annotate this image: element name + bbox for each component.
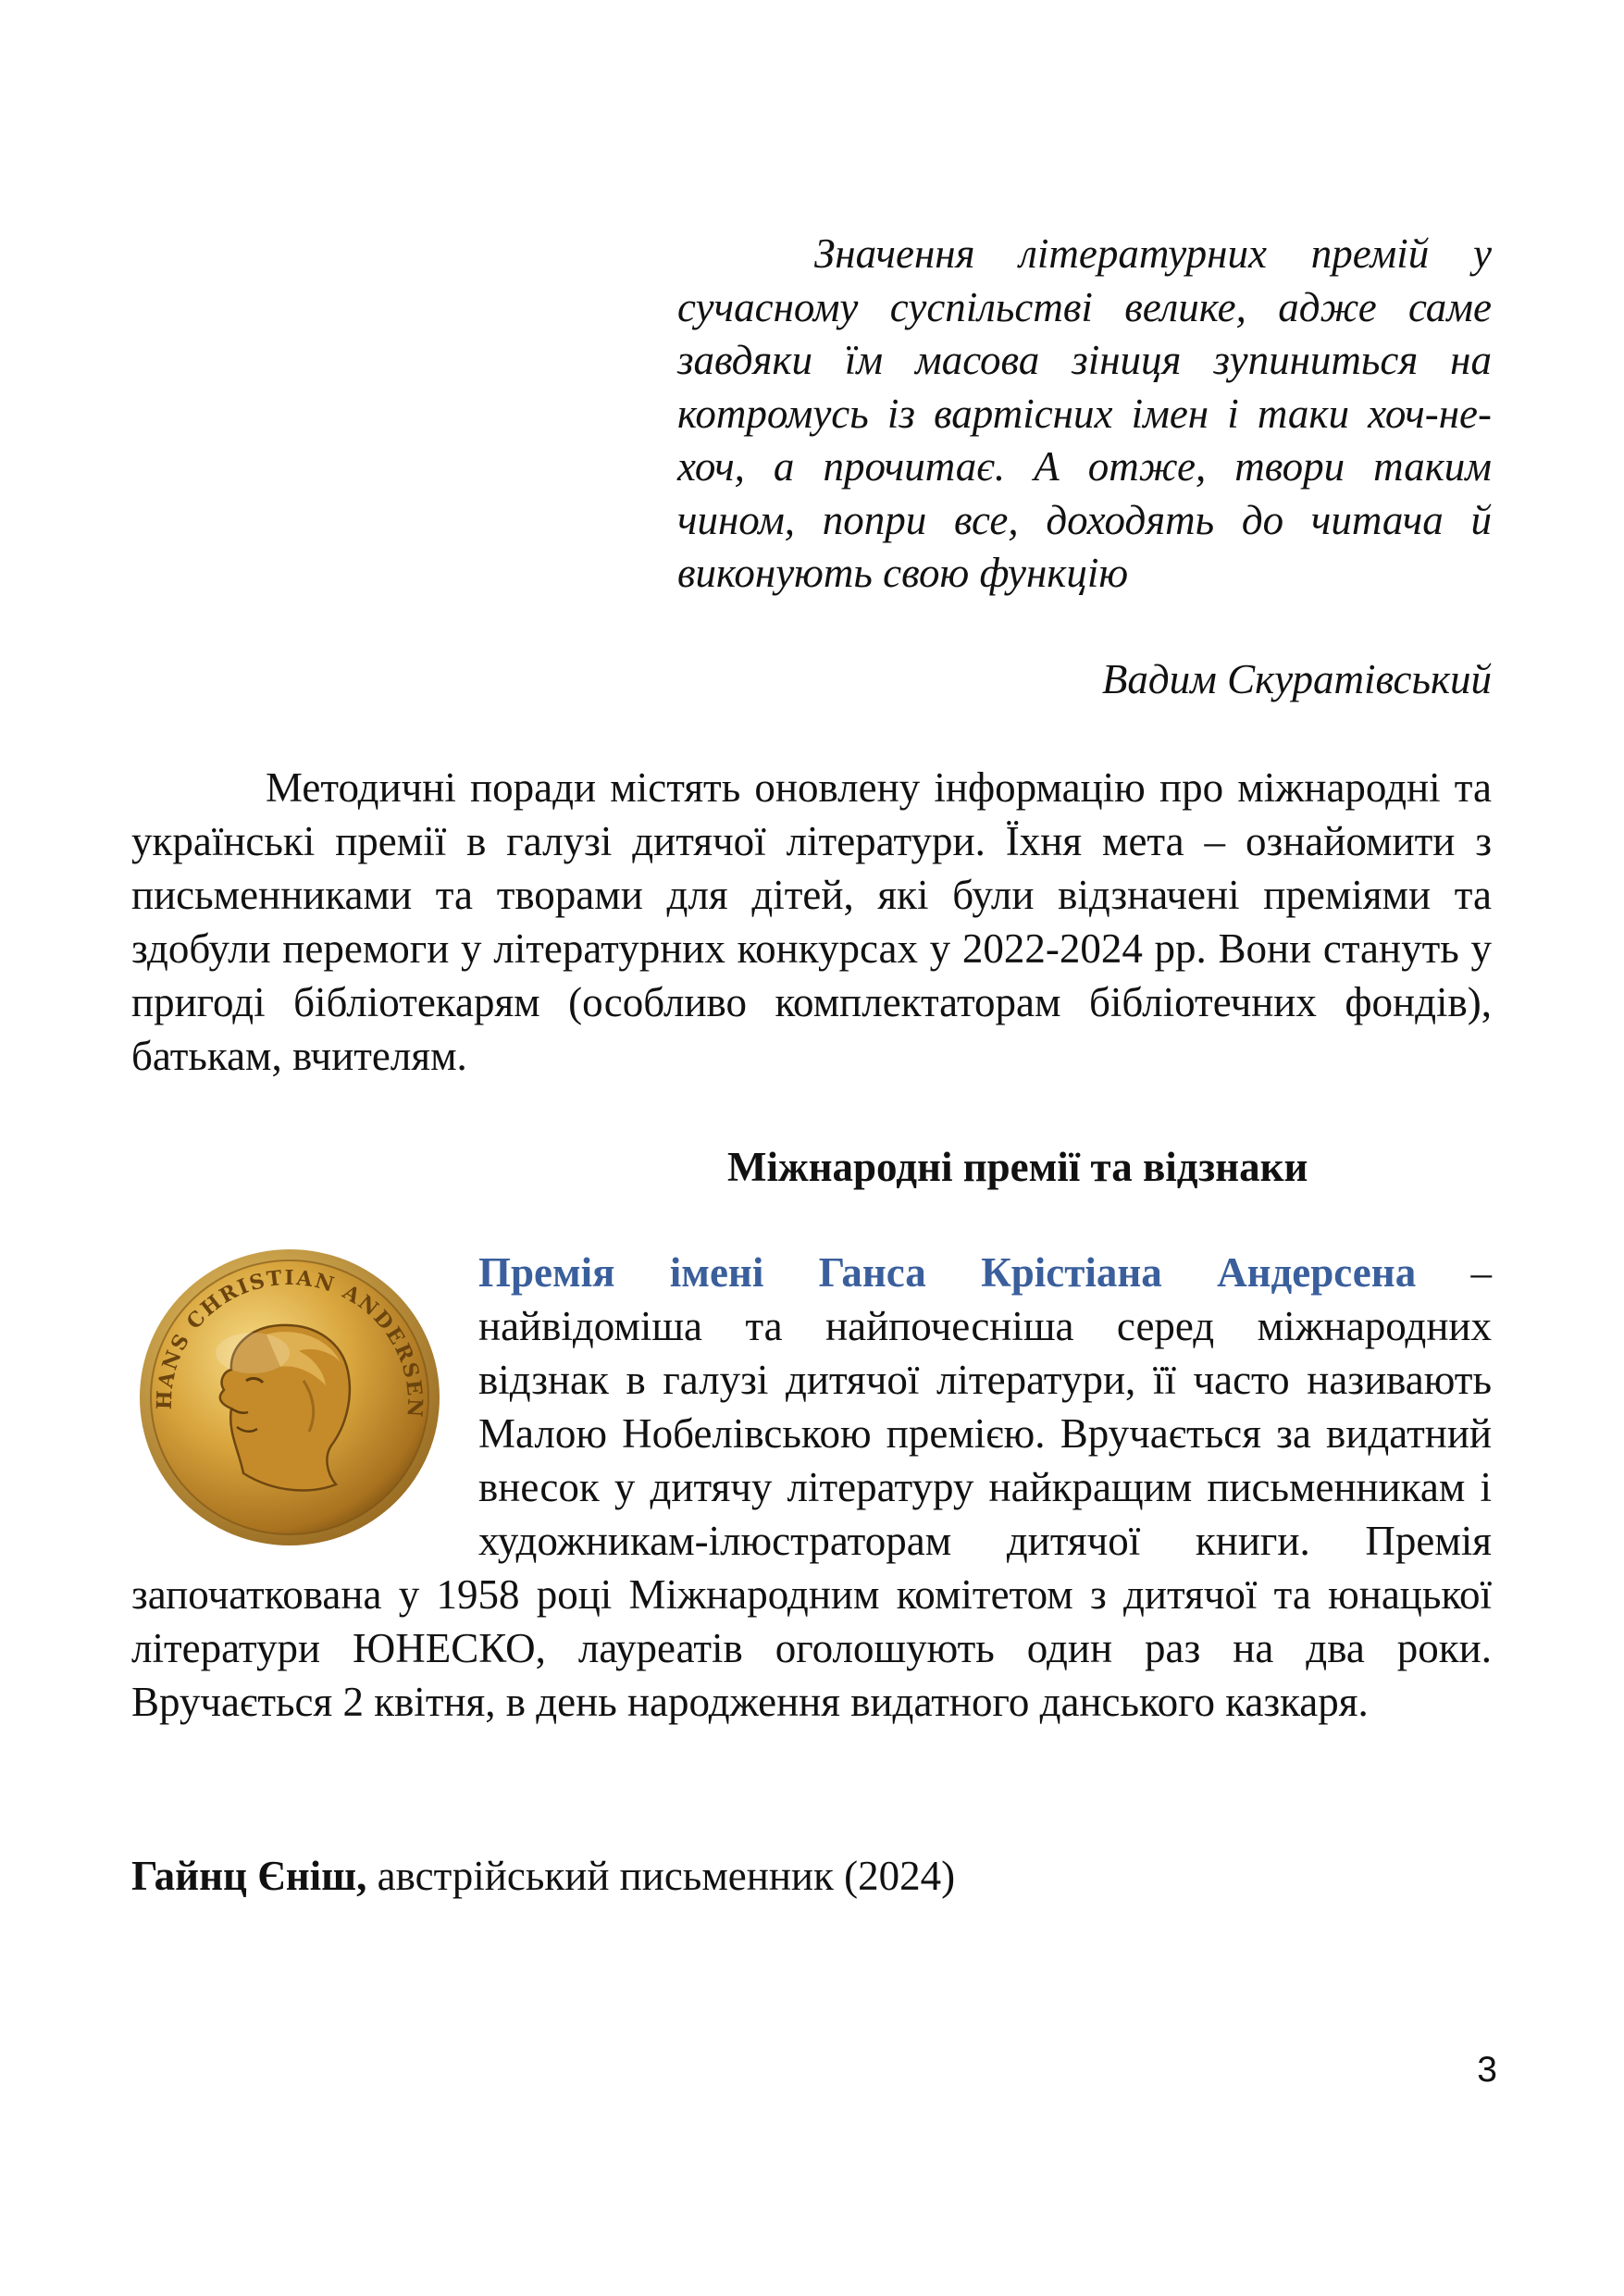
andersen-prize-paragraph — [131, 1246, 1492, 1729]
laureate-name: Гайнц Єніш, — [131, 1853, 367, 1899]
epigraph-author: Вадим Скуратівський — [1101, 656, 1492, 702]
svg-text:HANS CHRISTIAN ANDERSEN MEDAIL: HANS CHRISTIAN ANDERSEN — [152, 1265, 428, 1420]
section-heading: Міжнародні премії та відзнаки — [727, 1144, 1308, 1190]
laureate-entry — [131, 1849, 955, 1903]
laureate-description: австрійський письменник (2024) — [366, 1853, 956, 1899]
page-number: 3 — [1477, 2050, 1497, 2090]
prize-description: – найвідоміша та найпочесніша серед міжнародних відзнак в галузі дитячої літератури, її часто називають Малою Нобелівською премією. Вручається за видатний внесок у дитячу літературу найкращим письменникам і художникам-ілюстраторам дитячої книги. Премія започаткована у 1958 році Міжнародним комітетом з дитячої та юнацької літератури ЮНЕСКО, лауреатів оголошують один раз на два роки. Вручається 2 квітня, в день народження видатного данського казкаря. — [131, 1249, 1493, 1725]
medal-spacer — [131, 1246, 478, 1568]
prize-name: Премія імені Ганса Крістіана Андерсена — [478, 1249, 1417, 1296]
intro-paragraph: Методичні поради містять оновлену інформацію про міжнародні та українські премії в галузі дитячої літератури. Їхня мета – ознайомити з письменниками та творами для дітей, які були відзначені преміями та здобули перемоги у літературних конкурсах у 2022-2024 рр. Вони стануть у пригоді бібліотекарям (особливо комплектаторам бібліотечних фондів), батькам, вчителям. — [131, 764, 1492, 1079]
epigraph-quote: Значення літературних премій у сучасному суспільстві велике, адже саме завдяки їм масова зіниця зупиниться на котромусь із вартісних імен і таки хоч-не-хоч, а прочитає. А отже, твори таким чином, попри все, доходять до читача й виконують свою функцію — [677, 230, 1492, 596]
